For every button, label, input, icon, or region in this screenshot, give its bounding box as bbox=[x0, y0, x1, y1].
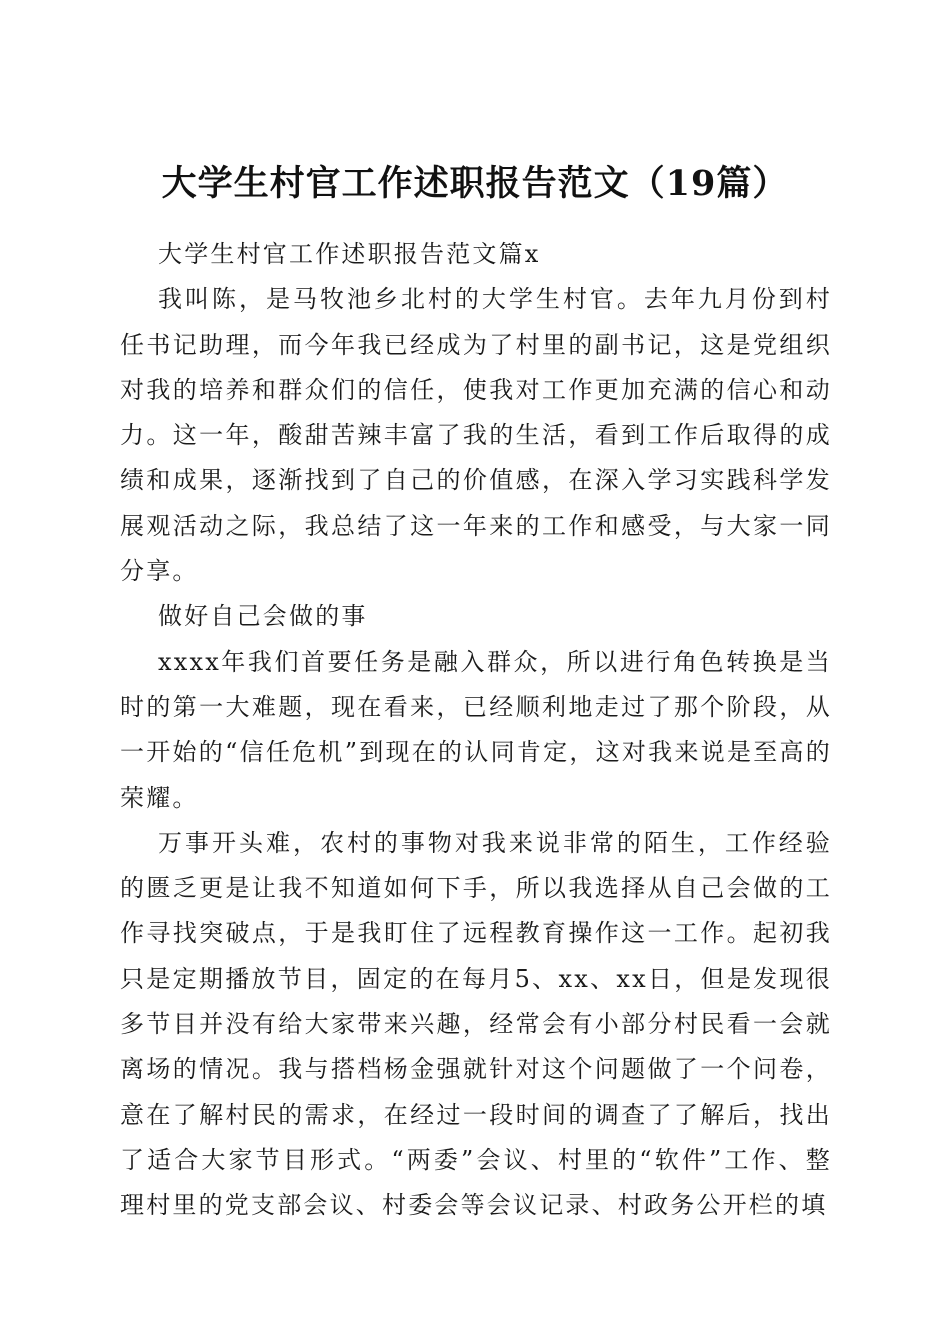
document-body bbox=[120, 232, 832, 1229]
document-title: 大学生村官工作述职报告范文（19篇） bbox=[161, 163, 789, 205]
paragraph-remote-education: 万事开头难，农村的事物对我来说非常的陌生，工作经验的匮乏更是让我不知道如何下手，所以我选择从自己会做的工作寻找突破点，于是我盯住了远程教育操作这一工作。起初我只是定期播放节目，固定的在每月5、xx、xx日，但是发现很多节目并没有给大家带来兴趣，经常会有小部分村民看一会就离场的情况。我与搭档杨金强就针对这个问题做了一个问卷，意在了解村民的需求，在经过一段时间的调查了了解后，找出了适合大家节目形式。“两委”会议、村里的“软件”工作、整理村里的党支部会议、村委会等会议记录、村政务公开栏的填 bbox=[120, 828, 832, 1220]
paragraph-role-change: xxxx年我们首要任务是融入群众，所以进行角色转换是当时的第一大难题，现在看来，已经顺利地走过了那个阶段，从一开始的“信任危机”到现在的认同肯定，这对我来说是至高的荣耀。 bbox=[120, 647, 832, 812]
section-heading: 大学生村官工作述职报告范文篇x bbox=[158, 240, 541, 268]
section-subheading: 做好自己会做的事 bbox=[158, 602, 368, 631]
paragraph-intro: 我叫陈，是马牧池乡北村的大学生村官。去年九月份到村任书记助理，而今年我已经成为了村里的副书记，这是党组织对我的培养和群众们的信任，使我对工作更加充满的信心和动力。这一年，酸甜苦辣丰富了我的生活，看到工作后取得的成绩和成果，逐渐找到了自己的价值感，在深入学习实践科学发展观活动之际，我总结了这一年来的工作和感受，与大家一同分享。 bbox=[120, 285, 832, 586]
